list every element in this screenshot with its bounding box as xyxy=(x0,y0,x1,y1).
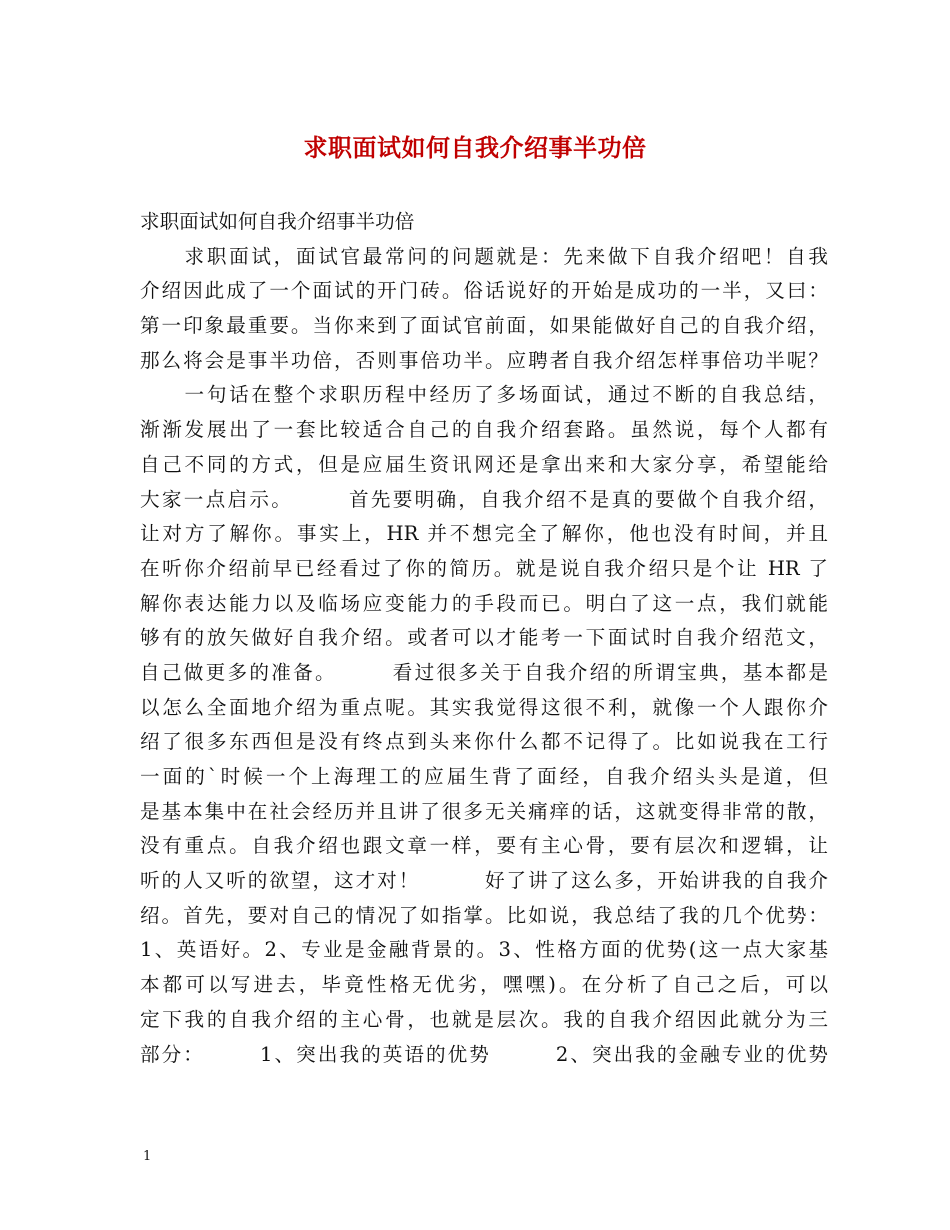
page-number: 1 xyxy=(143,1149,152,1164)
body-line: 部分： 1、突出我的英语的优势 2、突出我的金融专业的优势 xyxy=(140,1042,828,1066)
body-line: 自己不同的方式，但是应届生资讯网还是拿出来和大家分享，希望能给 xyxy=(140,452,828,476)
body-line: 求职面试，面试官最常问的问题就是：先来做下自我介绍吧！自我 xyxy=(140,244,828,268)
body-line: 是基本集中在社会经历并且讲了很多无关痛痒的话，这就变得非常的散， xyxy=(140,799,828,823)
body-line: 本都可以写进去，毕竟性格无优劣，嘿嘿)。在分析了自己之后，可以 xyxy=(140,973,828,997)
body-line: 一句话在整个求职历程中经历了多场面试，通过不断的自我总结， xyxy=(140,383,828,407)
body-line: 那么将会是事半功倍，否则事倍功半。应聘者自我介绍怎样事倍功半呢？ xyxy=(140,348,828,372)
body-line: 以怎么全面地介绍为重点呢。其实我觉得这很不利，就像一个人跟你介 xyxy=(140,695,828,719)
body-line: 第一印象最重要。当你来到了面试官前面，如果能做好自己的自我介绍， xyxy=(140,314,828,338)
body-line: 够有的放矢做好自我介绍。或者可以才能考一下面试时自我介绍范文， xyxy=(140,626,828,650)
body-line: 一面的`时候一个上海理工的应届生背了面经，自我介绍头头是道，但 xyxy=(140,765,828,788)
document-title: 求职面试如何自我介绍事半功倍 xyxy=(303,133,647,162)
body-line: 介绍因此成了一个面试的开门砖。俗话说好的开始是成功的一半，又曰： xyxy=(140,279,828,303)
body-line: 没有重点。自我介绍也跟文章一样，要有主心骨，要有层次和逻辑，让 xyxy=(140,834,828,858)
body-line: 解你表达能力以及临场应变能力的手段而已。明白了这一点，我们就能 xyxy=(140,591,828,615)
body-line: 听的人又听的欲望，这才对！ 好了讲了这么多，开始讲我的自我介 xyxy=(140,869,828,893)
body-line: 渐渐发展出了一套比较适合自己的自我介绍套路。虽然说，每个人都有 xyxy=(140,418,828,442)
body-line: 绍了很多东西但是没有终点到头来你什么都不记得了。比如说我在工行 xyxy=(140,730,828,754)
body-line: 在听你介绍前早已经看过了你的简历。就是说自我介绍只是个让 HR 了 xyxy=(140,556,828,580)
body-line: 求职面试如何自我介绍事半功倍 xyxy=(140,210,415,233)
document-body xyxy=(140,205,828,1072)
body-line: 定下我的自我介绍的主心骨，也就是层次。我的自我介绍因此就分为三 xyxy=(140,1007,828,1031)
body-line: 大家一点启示。 首先要明确，自我介绍不是真的要做个自我介绍， xyxy=(140,487,828,511)
body-line: 自己做更多的准备。 看过很多关于自我介绍的所谓宝典，基本都是 xyxy=(140,660,828,684)
body-line: 绍。首先，要对自己的情况了如指掌。比如说，我总结了我的几个优势： xyxy=(140,903,828,927)
body-line: 让对方了解你。事实上，HR 并不想完全了解你，他也没有时间，并且 xyxy=(140,522,828,546)
body-line: 1、英语好。2、专业是金融背景的。3、性格方面的优势(这一点大家基 xyxy=(140,938,828,962)
